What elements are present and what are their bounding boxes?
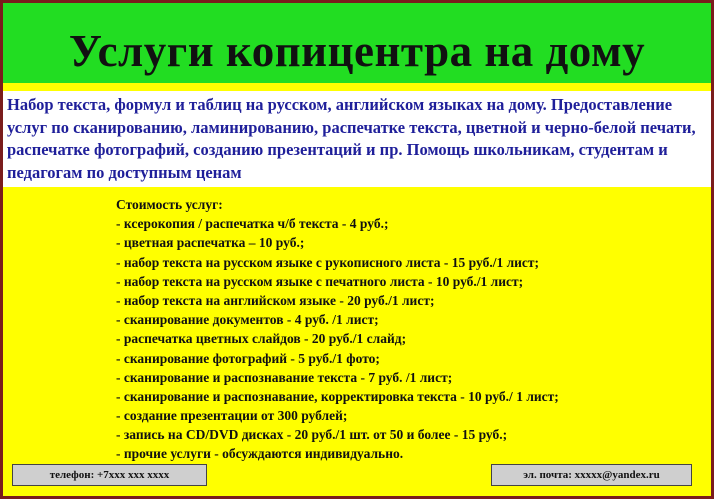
price-item: - распечатка цветных слайдов - 20 руб./1 слайд; xyxy=(116,331,407,347)
price-item: - сканирование документов - 4 руб. /1 лист; xyxy=(116,312,379,328)
price-item: - создание презентации от 300 рублей; xyxy=(116,408,348,424)
price-list xyxy=(116,195,676,464)
price-item: - прочие услуги - обсуждаются индивидуально. xyxy=(116,446,404,462)
title-bar xyxy=(3,3,711,83)
divider-band xyxy=(3,83,711,91)
price-item: - ксерокопия / распечатка ч/б текста - 4 руб.; xyxy=(116,216,389,232)
price-item: - сканирование и распознавание текста - 7 руб. /1 лист; xyxy=(116,369,453,385)
intro-text: Набор текста, формул и таблиц на русском, английском языках на дому. Предоставление услуг по сканированию, ламинированию, распечатке текста, цветной и черно-белой печати, распечатке фотографий, созданию презентаций и пр. Помощь школьникам, студентам и педагогам по доступным ценам xyxy=(7,95,696,182)
price-item: - цветная распечатка – 10 руб.; xyxy=(116,235,305,251)
page-title: Услуги копицентра на дому xyxy=(68,26,646,76)
price-item: - сканирование и распознавание, корректировка текста - 10 руб./ 1 лист; xyxy=(116,388,559,404)
email-box: эл. почта: xxxxx@yandex.ru xyxy=(491,464,692,486)
price-item: - набор текста на английском языке - 20 руб./1 лист; xyxy=(116,292,435,308)
phone-box: телефон: +7xxx xxx xxxx xyxy=(12,464,207,486)
price-item: - сканирование фотографий - 5 руб./1 фото; xyxy=(116,350,380,366)
intro-block xyxy=(3,91,711,187)
price-list-heading: Стоимость услуг: xyxy=(116,197,223,212)
price-item: - набор текста на русском языке с рукописного листа - 15 руб./1 лист; xyxy=(116,254,540,270)
price-item: - запись на CD/DVD дисках - 20 руб./1 шт. от 50 и более - 15 руб.; xyxy=(116,427,508,443)
price-item: - набор текста на русском языке с печатного листа - 10 руб./1 лист; xyxy=(116,273,524,289)
